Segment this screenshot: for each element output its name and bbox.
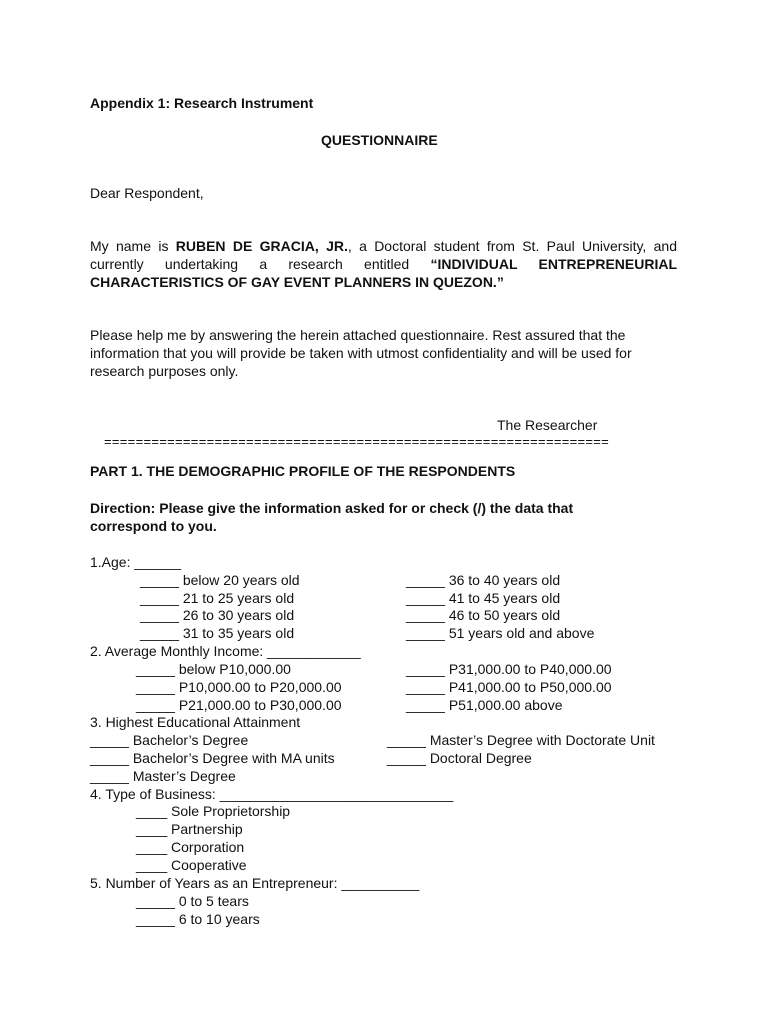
direction-line-2: correspond to you. bbox=[90, 518, 217, 534]
business-label: 4. Type of Business: ______________________________ bbox=[90, 786, 454, 802]
intro-line-1 bbox=[90, 237, 677, 255]
intro-text-2: , a Doctoral student from St. Paul University, and bbox=[347, 238, 677, 254]
separator-line: ================================================================ bbox=[104, 434, 610, 449]
business-option[interactable]: ____ Partnership bbox=[136, 821, 243, 837]
signature: The Researcher bbox=[497, 417, 598, 433]
income-option[interactable]: _____ P51,000.00 above bbox=[406, 697, 563, 713]
education-option[interactable]: _____ Bachelor’s Degree bbox=[90, 732, 249, 748]
intro-text-1: My name is bbox=[90, 238, 176, 254]
direction-line-1: Direction: Please give the information asked for or check (/) the data that bbox=[90, 500, 574, 516]
education-label: 3. Highest Educational Attainment bbox=[90, 714, 301, 730]
business-option[interactable]: ____ Sole Proprietorship bbox=[136, 803, 291, 819]
age-option[interactable]: _____ 31 to 35 years old bbox=[140, 625, 295, 641]
income-option[interactable]: _____ P41,000.00 to P50,000.00 bbox=[406, 679, 612, 695]
intro-paragraph bbox=[90, 237, 677, 291]
request-line-2: information that you will provide be taken with utmost confidentiality and will be used for bbox=[90, 345, 632, 361]
years-label: 5. Number of Years as an Entrepreneur: __________ bbox=[90, 875, 420, 891]
appendix-heading: Appendix 1: Research Instrument bbox=[90, 95, 314, 111]
research-title-part-1: “INDIVIDUAL ENTREPRENEURIAL bbox=[430, 256, 678, 272]
salutation: Dear Respondent, bbox=[90, 185, 204, 201]
income-option[interactable]: _____ below P10,000.00 bbox=[136, 661, 291, 677]
request-line-1: Please help me by answering the herein attached questionnaire. Rest assured that the bbox=[90, 327, 626, 343]
education-option[interactable]: _____ Doctoral Degree bbox=[387, 750, 532, 766]
years-option[interactable]: _____ 6 to 10 years bbox=[136, 911, 260, 927]
research-title-part-2: CHARACTERISTICS OF GAY EVENT PLANNERS IN QUEZON.” bbox=[90, 274, 504, 290]
age-option[interactable]: _____ 26 to 30 years old bbox=[140, 607, 295, 623]
age-option[interactable]: _____ 36 to 40 years old bbox=[406, 572, 561, 588]
age-option[interactable]: _____ below 20 years old bbox=[140, 572, 300, 588]
page-title: QUESTIONNAIRE bbox=[321, 132, 438, 148]
intro-line-2 bbox=[90, 255, 677, 273]
education-option[interactable]: _____ Master’s Degree bbox=[90, 768, 236, 784]
age-option[interactable]: _____ 41 to 45 years old bbox=[406, 590, 561, 606]
request-paragraph bbox=[90, 326, 680, 380]
education-option[interactable]: _____ Bachelor’s Degree with MA units bbox=[90, 750, 335, 766]
income-option[interactable]: _____ P21,000.00 to P30,000.00 bbox=[136, 697, 342, 713]
age-option[interactable]: _____ 21 to 25 years old bbox=[140, 590, 295, 606]
age-label: 1.Age: ______ bbox=[90, 554, 182, 570]
business-option[interactable]: ____ Cooperative bbox=[136, 857, 247, 873]
education-option[interactable]: _____ Master’s Degree with Doctorate Unit bbox=[387, 732, 655, 748]
years-option[interactable]: _____ 0 to 5 tears bbox=[136, 893, 249, 909]
business-option[interactable]: ____ Corporation bbox=[136, 839, 245, 855]
age-option[interactable]: _____ 51 years old and above bbox=[406, 625, 595, 641]
intro-text-3: currently undertaking a research entitled bbox=[90, 256, 431, 272]
income-label: 2. Average Monthly Income: ____________ bbox=[90, 643, 361, 659]
request-line-3: research purposes only. bbox=[90, 363, 239, 379]
researcher-name: RUBEN DE GRACIA, JR. bbox=[175, 238, 348, 254]
income-option[interactable]: _____ P31,000.00 to P40,000.00 bbox=[406, 661, 612, 677]
part1-heading: PART 1. THE DEMOGRAPHIC PROFILE OF THE RESPONDENTS bbox=[90, 463, 516, 479]
age-option[interactable]: _____ 46 to 50 years old bbox=[406, 607, 561, 623]
income-option[interactable]: _____ P10,000.00 to P20,000.00 bbox=[136, 679, 342, 695]
